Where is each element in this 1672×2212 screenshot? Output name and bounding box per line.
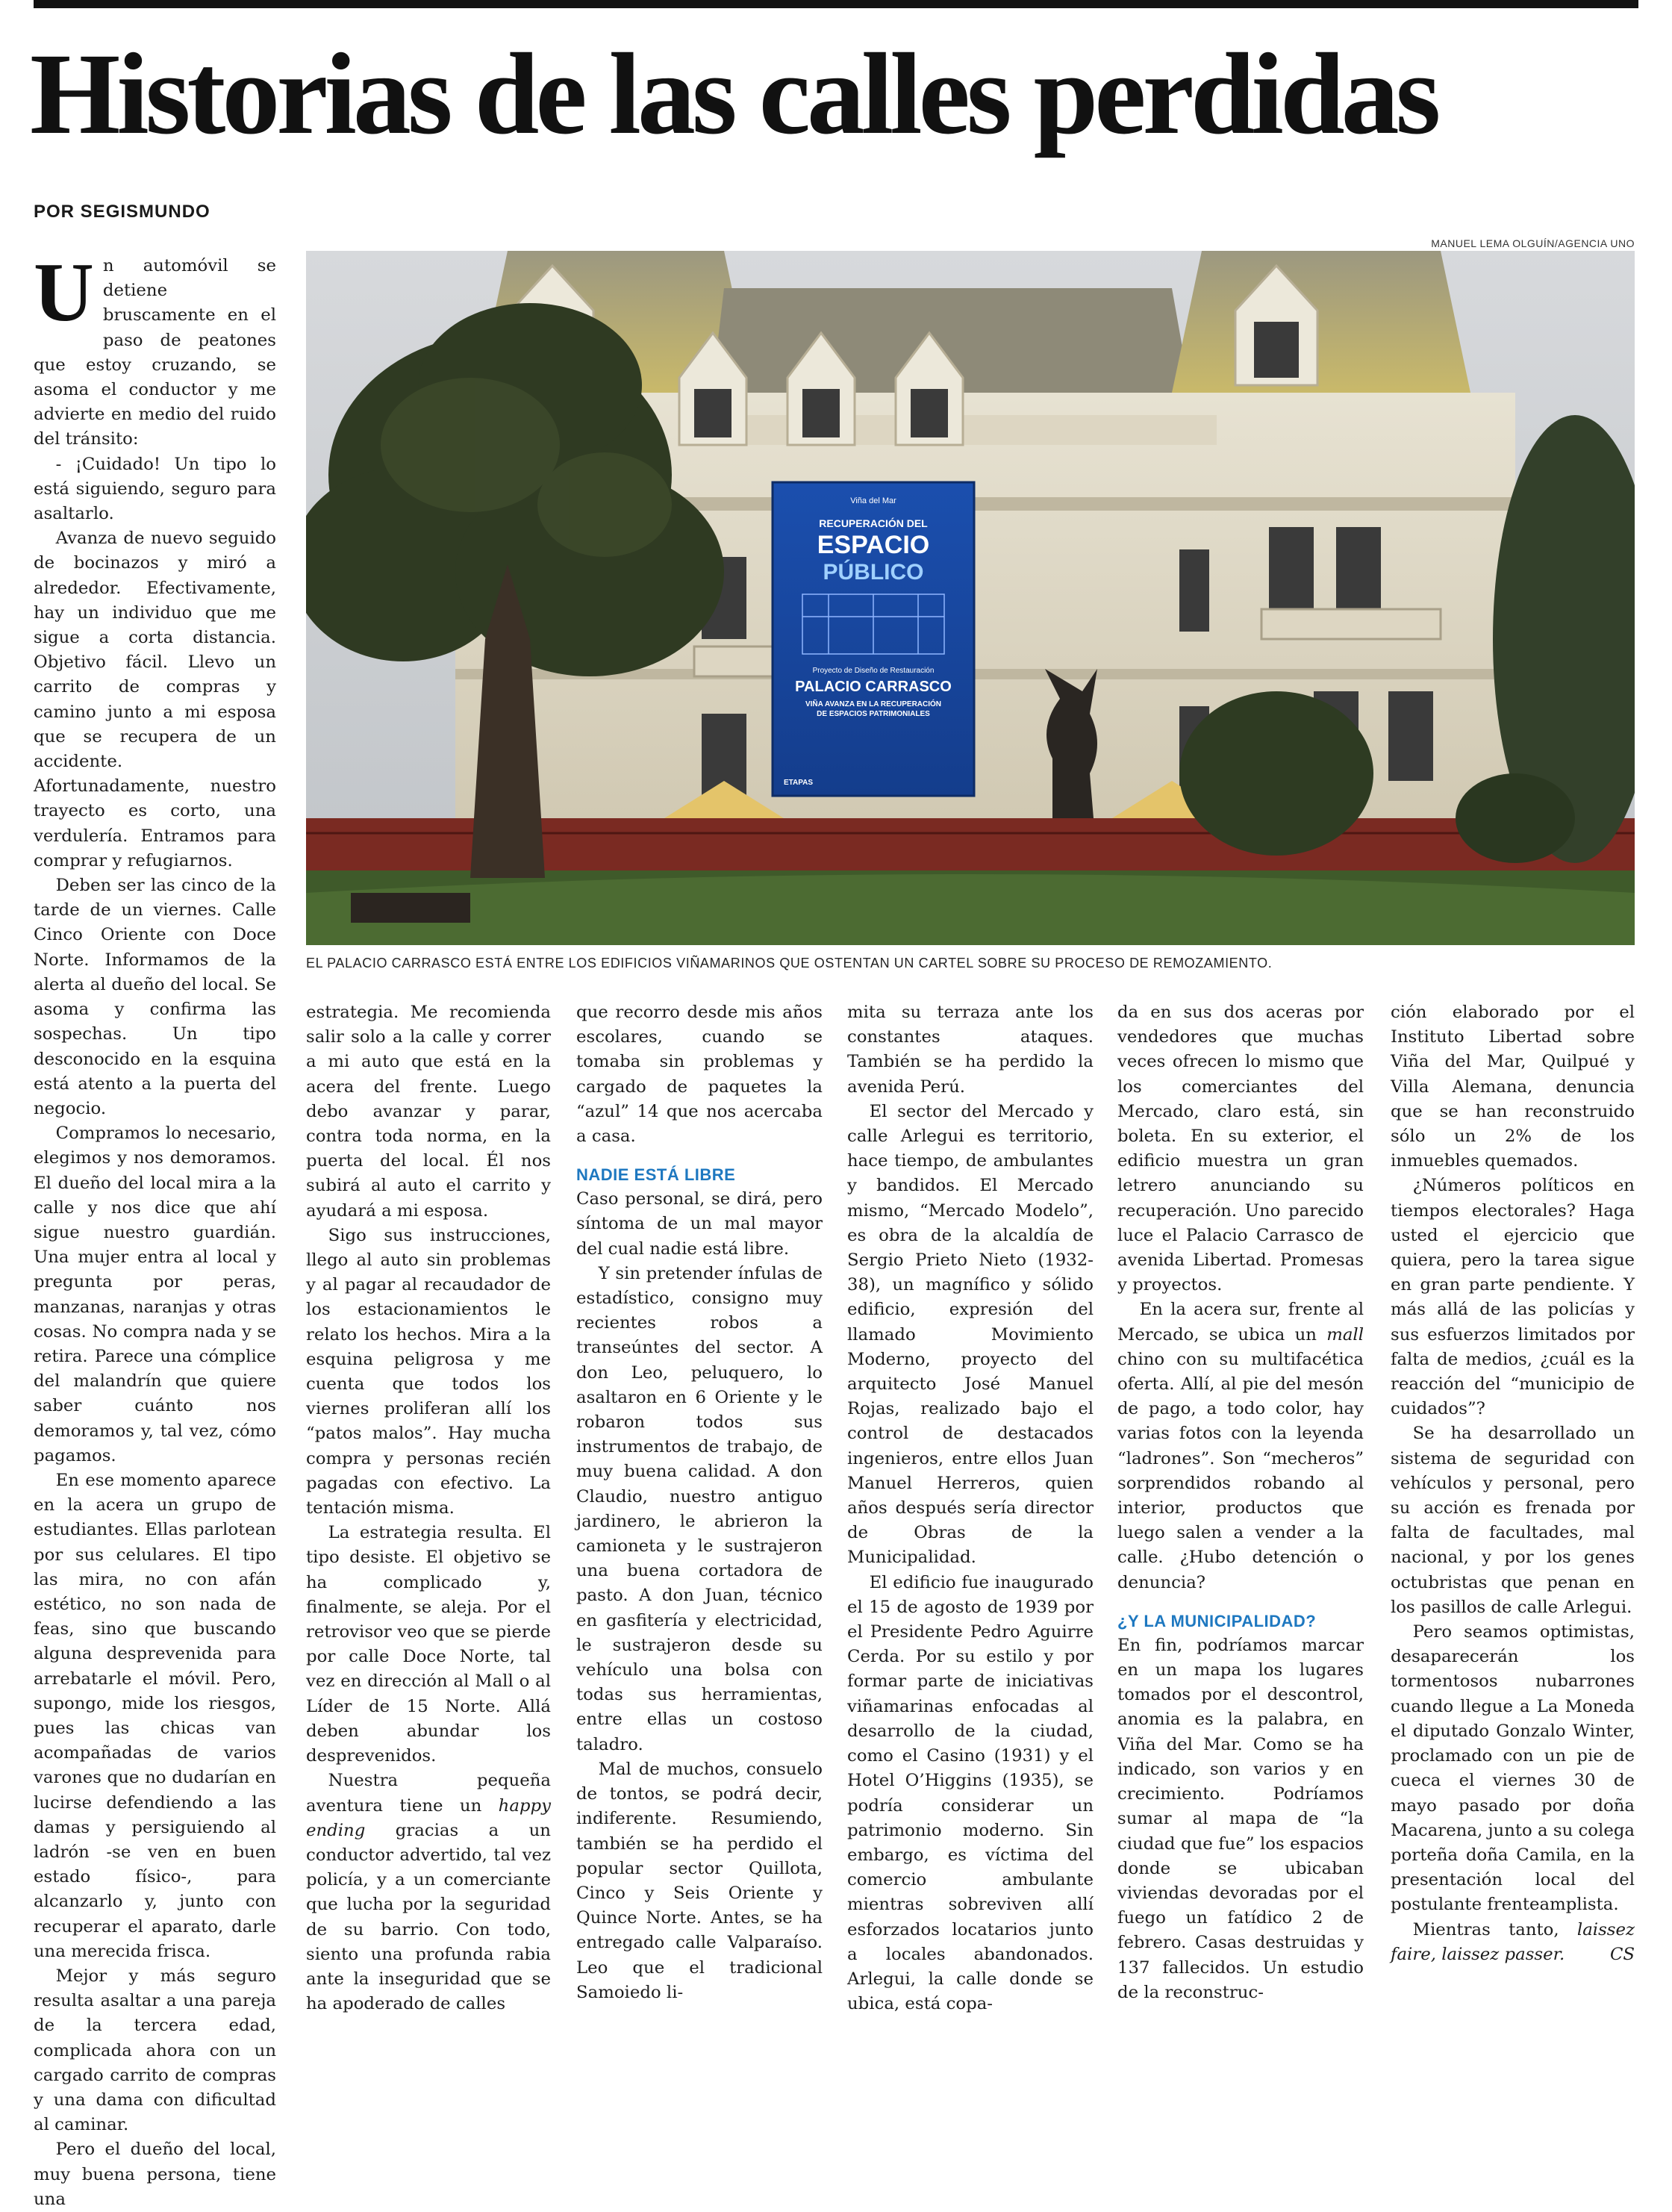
paragraph: da en sus dos aceras por vendedores que muchas veces ofrecen lo mismo que los comerciantes del Mercado, claro está, sin boleta. En su exterior, el edificio muestra un gran letrero anunciando su recuperación. Uno parecido luce el Palacio Carrasco de avenida Libertad. Promesas y proyectos. (1117, 1003, 1364, 1295)
paragraph: Deben ser las cinco de la tarde de un viernes. Calle Cinco Oriente con Doce Norte. Informamos de la alerta al dueño del local. Se asoma y confirma las sospechas. Un tipo desconocido en la esquina está atento a la puerta del negocio. (34, 876, 276, 1118)
paragraph: ción elaborado por el Instituto Libertad sobre Viña del Mar, Quilpué y Villa Alemana, denuncia que se han reconstruido sólo un 2% de los inmuebles quemados. (1391, 1003, 1635, 1171)
paragraph: ¿Números políticos en tiempos electorales? Haga usted el ejercicio que quiera, pero la tarea sigue en gran parte pendiente. Y más allá de las policías y sus esfuerzos limitados por falta de medios, ¿cuál es la reacción del “municipio de cuidados”? (1391, 1176, 1635, 1419)
top-rule (34, 0, 1638, 8)
photo-credit: MANUEL LEMA OLGUÍN/AGENCIA UNO (1431, 237, 1635, 249)
banner-name: PALACIO CARRASCO (795, 679, 952, 695)
paragraph: Mal de muchos, consuelo de tontos, se podrá decir, indiferente. Resumiendo, también se ha perdido el popular sector Quillota, Cinco y Seis Oriente y Quince Norte. Antes, se ha entregado calle Valparaíso. Leo que el tradicional Samoiedo li- (576, 1759, 823, 2002)
banner-line2: ESPACIO (817, 531, 930, 559)
palacio-carrasco-photo (306, 251, 1635, 945)
paragraph: Mientras tanto, laissez faire, laissez passer. CS (1391, 1918, 1635, 1967)
paragraph: estrategia. Me recomienda salir solo a la calle y correr a mi auto que está en la acera del frente. Luego debo avanzar y parar, contra toda norma, en la puerta del local. Él nos subirá al auto el carrito y ayudará a mi esposa. (306, 1003, 551, 1221)
paragraph: La estrategia resulta. El tipo desiste. El objetivo se ha complicado y, finalmente, se aleja. Por el retrovisor veo que se pierde por calle Doce Norte, tal vez en dirección al Mall o al Líder de 15 Norte. Allá deben abundar los desprevenidos. (306, 1523, 551, 1766)
banner-sub2: DE ESPACIOS PATRIMONIALES (817, 710, 930, 718)
paragraph: Un automóvil se detiene bruscamente en el paso de peatones que estoy cruzando, se asoma el conductor y me advierte en medio del ruido del tránsito: (34, 246, 276, 449)
paragraph: - ¡Cuidado! Un tipo lo está siguiendo, seguro para asaltarlo. (34, 454, 276, 524)
paragraph: Nuestra pequeña aventura tiene un happy ending gracias a un conductor advertido, tal vez policía, y a un comerciante que lucha por la seguridad de su barrio. Con todo, siento una profunda rabia ante la inseguridad que se ha apoderado de calles (306, 1771, 551, 2014)
paragraph: En fin, podríamos marcar en un mapa los lugares tomados por el descontrol, anomia es la palabra, en Viña del Mar. Como se ha indicado, son varios y en crecimiento. Podríamos sumar al mapa de “la ciudad que fue” los espacios donde se ubicaban viviendas devoradas por el fuego un fatídico 2 de febrero. Casas destruidas y 137 fallecidos. Un estudio de la reconstruc- (1117, 1635, 1364, 2002)
article-column-3 (576, 1000, 823, 2005)
banner-sub1: VIÑA AVANZA EN LA RECUPERACIÓN (805, 700, 942, 708)
banner-project: Proyecto de Diseño de Restauración (812, 667, 935, 675)
paragraph: mita su terraza ante los constantes ataques. También se ha perdido la avenida Perú. (847, 1003, 1094, 1097)
drop-cap: U (34, 246, 94, 339)
paragraph: que recorro desde mis años escolares, cuando se tomaba sin problemas y cargado de paquetes la “azul” 14 que nos acercaba a casa. (576, 1003, 823, 1147)
byline: POR SEGISMUNDO (34, 202, 210, 222)
article-column-6 (1391, 1000, 1635, 1967)
section-subhead: ¿Y LA MUNICIPALIDAD? (1117, 1611, 1317, 1630)
article-column-1 (34, 246, 276, 2212)
paragraph: Y sin pretender ínfulas de estadístico, consigno muy recientes robos a transeúntes del sector. A don Leo, peluquero, lo asaltaron en 6 Oriente y le robaron todos sus instrumentos de trabajo, de muy buena calidad. A don Claudio, nuestro antiguo jardinero, le abrieron la camioneta y le sustrajeron una buena cortadora de pasto. A don Juan, técnico en gasfitería y electricidad, le sustrajeron desde su vehículo una bolsa con todas sus herramientas, entre ellas un costoso taladro. (576, 1263, 823, 1754)
paragraph: Caso personal, se dirá, pero síntoma de un mal mayor del cual nadie está libre. (576, 1189, 823, 1259)
banner-line1: RECUPERACIÓN DEL (819, 517, 928, 529)
headline: Historias de las calles perdidas (30, 29, 1438, 158)
banner-line3: PÚBLICO (823, 560, 924, 585)
paragraph: El sector del Mercado y calle Arlegui es territorio, hace tiempo, de ambulantes y bandidos. El Mercado mismo, “Mercado Modelo”, es obra de la alcaldía de Sergio Prieto Nieto (1932-38), un magnífico y sólido edificio, expresión del llamado Movimiento Moderno, proyecto del arquitecto José Manuel Rojas, realizado bajo el control de destacados ingenieros, entre ellos Juan Manuel Herreros, quien años después sería director de Obras de la Municipalidad. (847, 1101, 1094, 1568)
paragraph: Sigo sus instrucciones, llego al auto sin problemas y al pagar al recaudador de los estacionamientos le relato los hechos. Mira a la esquina peligrosa y me cuenta que todos los viernes proliferan allí los “patos malos”. Hay mucha compra y personas recién pagadas con efectivo. La tentación misma. (306, 1225, 551, 1518)
banner-stages: ETAPAS (784, 779, 814, 787)
paragraph: Compramos lo necesario, elegimos y nos demoramos. El dueño del local mira a la calle y nos dice que ahí sigue nuestro guardián. Una mujer entra al local y pregunta por peras, manzanas, naranjas y otras cosas. No compra nada y se retira. Parece una cómplice del malandrín que quiere saber cuánto nos demoramos y, tal vez, cómo pagamos. (34, 1124, 276, 1465)
paragraph: En ese momento aparece en la acera un grupo de estudiantes. Ellas parlotean por sus celulares. El tipo las mira, no con afán estético, no son nada de feas, sino que buscando alguna desprevenida para arrebatarle el móvil. Pero, supongo, mide los riesgos, pues las chicas van acompañadas de varios varones que no dudarían en lucirse defendiendo a las damas y persiguiendo al ladrón -se ven en buen estado físico-, para alcanzarlo y, junto con recuperar el aparato, darle una merecida frisca. (34, 1470, 276, 1961)
article-column-4 (847, 1000, 1094, 2016)
paragraph: El edificio fue inaugurado el 15 de agosto de 1939 por el Presidente Pedro Aguirre Cerda. Por su estilo y por formar parte de iniciativas viñamarinas enfocadas al desarrollo de la ciudad, como el Casino (1931) y el Hotel O’Higgins (1935), se podría considerar un patrimonio moderno. Sin embargo, es víctima del comercio ambulante mientras sobreviven allí esforzados locatarios junto a locales abandonados. Arlegui, la calle donde se ubica, está copa- (847, 1572, 1094, 2014)
photo-caption: EL PALACIO CARRASCO ESTÁ ENTRE LOS EDIFICIOS VIÑAMARINOS QUE OSTENTAN UN CARTEL SOBRE SU PROCESO DE REMOZAMIENTO. (306, 956, 1273, 971)
paragraph: Pero el dueño del local, muy buena persona, tiene una (34, 2140, 276, 2209)
end-mark: CS (1609, 1944, 1635, 1964)
paragraph: En la acera sur, frente al Mercado, se ubica un mall chino con su multifacética oferta. Allí, al pie del mesón de pago, a todo color, hay varias fotos con la leyenda “ladrones”. Son “mecheros” sorprendidos robando al interior, productos que luego salen a vender a la calle. ¿Hubo detención o denuncia? (1117, 1300, 1364, 1592)
paragraph: Avanza de nuevo seguido de bocinazos y miró a alrededor. Efectivamente, hay un individuo que me sigue a corta distancia. Objetivo fácil. Llevo un carrito de compras y camino junto a mi esposa que se recupera de un accidente. Afortunadamente, nuestro trayecto es corto, una verdulería. Entramos para comprar y refugiarnos. (34, 529, 276, 870)
banner-logo: Viña del Mar (850, 496, 896, 505)
paragraph: Pero seamos optimistas, desaparecerán los tormentosos nubarrones cuando llegue a La Moneda el diputado Gonzalo Winter, proclamado con un pie de cueca el viernes 30 de mayo pasado por doña Macarena, junto a su colega porteña doña Camila, en la presentación local del postulante frenteamplista. (1391, 1622, 1635, 1915)
article-column-5 (1117, 1000, 1364, 2005)
article-column-2 (306, 1000, 551, 2016)
paragraph: Mejor y más seguro resulta asaltar a una pareja de la tercera edad, complicada ahora con un cargado carrito de compras y una dama con dificultad al caminar. (34, 1966, 276, 2135)
paragraph: Se ha desarrollado un sistema de seguridad con vehículos y personal, pero su acción es frenada por falta de facultades, mal nacional, y por los genes octubristas que penan en los pasillos de calle Arlegui. (1391, 1424, 1635, 1617)
section-subhead: NADIE ESTÁ LIBRE (576, 1165, 736, 1185)
